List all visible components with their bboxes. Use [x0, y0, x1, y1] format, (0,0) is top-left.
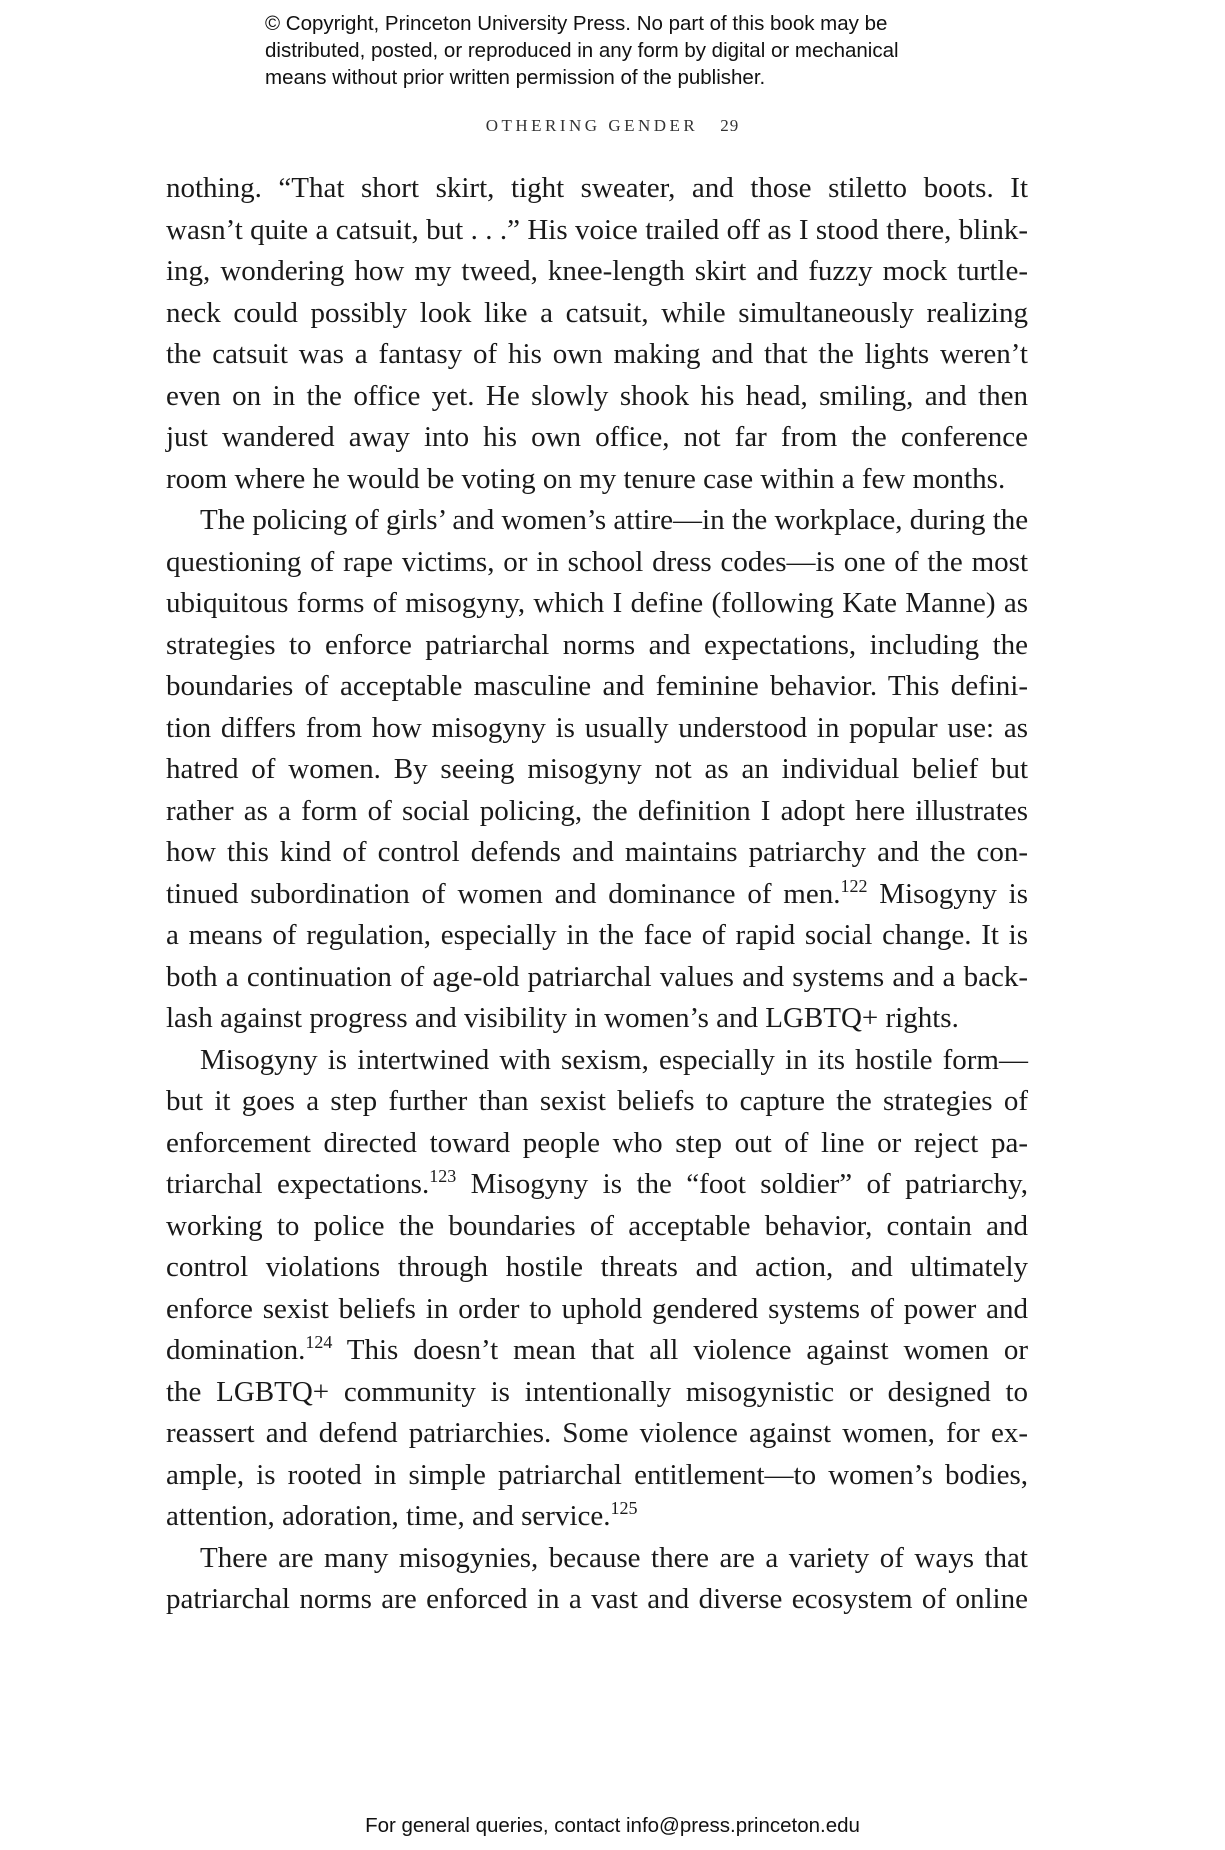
text-line: reassert and defend patriarchies. Some violence against women, for ex-	[166, 1417, 1028, 1449]
text-line: just wandered away into his own office, not far from the conference	[166, 421, 1028, 453]
text-segment: Misogyny is	[867, 877, 1028, 910]
text-line: lash against progress and visibility in women’s and LGBTQ+ rights.	[166, 1002, 959, 1034]
text-line	[166, 1496, 1028, 1538]
text-segment: triarchal expectations.	[166, 1168, 430, 1200]
text-line: There are many misogynies, because there are a variety of ways that	[200, 1541, 1028, 1574]
text-line: control violations through hostile threats and action, and ultimately	[166, 1251, 1028, 1283]
text-line: hatred of women. By seeing misogyny not as an individual belief but	[166, 753, 1028, 785]
text-line: enforcement directed toward people who step out of line or reject pa-	[166, 1126, 1028, 1159]
text-line: rather as a form of social policing, the definition I adopt here illustrates	[166, 794, 1028, 827]
text-line: ample, is rooted in simple patriarchal entitlement—to women’s bodies,	[166, 1458, 1028, 1491]
text-line: neck could possibly look like a catsuit, while simultaneously realizing	[166, 296, 1028, 329]
text-line: the LGBTQ+ community is intentionally misogynistic or designed to	[166, 1375, 1028, 1408]
footnote-ref: 124	[305, 1332, 333, 1352]
text-line: boundaries of acceptable masculine and feminine behavior. This defini-	[166, 670, 1028, 702]
text-segment: This doesn’t mean that all violence against women or	[332, 1334, 1028, 1366]
text-line: enforce sexist beliefs in order to uphold gendered systems of power and	[166, 1292, 1028, 1325]
footer-contact: For general queries, contact info@press.princeton.edu	[365, 1814, 860, 1837]
text-line: a means of regulation, especially in the face of rapid social change. It is	[166, 919, 1028, 951]
text-line: nothing. “That short skirt, tight sweater, and those stiletto boots. It	[166, 172, 1028, 204]
text-line: ing, wondering how my tweed, knee-length skirt and fuzzy mock turtle-	[166, 255, 1028, 287]
text-line	[166, 874, 1028, 916]
running-head-title: OTHERING GENDER	[485, 116, 699, 135]
running-head	[0, 116, 1225, 136]
text-line: room where he would be voting on my tenure case within a few months.	[166, 462, 1006, 495]
copyright-notice	[265, 10, 1025, 91]
footnote-ref: 122	[840, 875, 868, 896]
copyright-line: distributed, posted, or reproduced in any form by digital or mechanical	[265, 39, 899, 62]
text-line: The policing of girls’ and women’s attire—in the workplace, during the	[200, 504, 1029, 536]
footnote-ref: 125	[610, 1498, 638, 1518]
footnote-ref: 123	[429, 1166, 457, 1186]
text-line: tion differs from how misogyny is usually understood in popular use: as	[166, 711, 1028, 744]
body-text	[166, 168, 1028, 1621]
page-number: 29	[720, 116, 740, 135]
text-line: even on in the office yet. He slowly shook his head, smiling, and then	[166, 379, 1028, 412]
text-line: ubiquitous forms of misogyny, which I define (following Kate Manne) as	[166, 587, 1028, 619]
text-line	[166, 1164, 1028, 1206]
text-line: the catsuit was a fantasy of his own making and that the lights weren’t	[166, 338, 1028, 370]
text-segment: domination.	[166, 1334, 306, 1366]
text-line: patriarchal norms are enforced in a vast and diverse ecosystem of online	[166, 1583, 1028, 1615]
text-segment: tinued subordination of women and dominance of men.	[166, 877, 841, 910]
text-line: working to police the boundaries of acceptable behavior, contain and	[166, 1209, 1028, 1242]
copyright-line: means without prior written permission of the publisher.	[265, 66, 766, 89]
copyright-line: © Copyright, Princeton University Press. No part of this book may be	[265, 12, 888, 35]
text-line: both a continuation of age-old patriarchal values and systems and a back-	[166, 960, 1028, 993]
text-line	[166, 1330, 1028, 1372]
text-line: wasn’t quite a catsuit, but . . .” His voice trailed off as I stood there, blink-	[166, 213, 1028, 246]
text-segment: Misogyny is the “foot soldier” of patriarchy,	[456, 1168, 1028, 1200]
text-line: strategies to enforce patriarchal norms and expectations, including the	[166, 628, 1028, 661]
text-line: but it goes a step further than sexist beliefs to capture the strategies of	[166, 1085, 1028, 1117]
text-line: Misogyny is intertwined with sexism, especially in its hostile form—	[200, 1043, 1028, 1076]
text-segment: attention, adoration, time, and service.	[166, 1500, 611, 1532]
text-line: questioning of rape victims, or in school dress codes—is one of the most	[166, 545, 1028, 578]
text-line: how this kind of control defends and maintains patriarchy and the con-	[166, 836, 1028, 868]
